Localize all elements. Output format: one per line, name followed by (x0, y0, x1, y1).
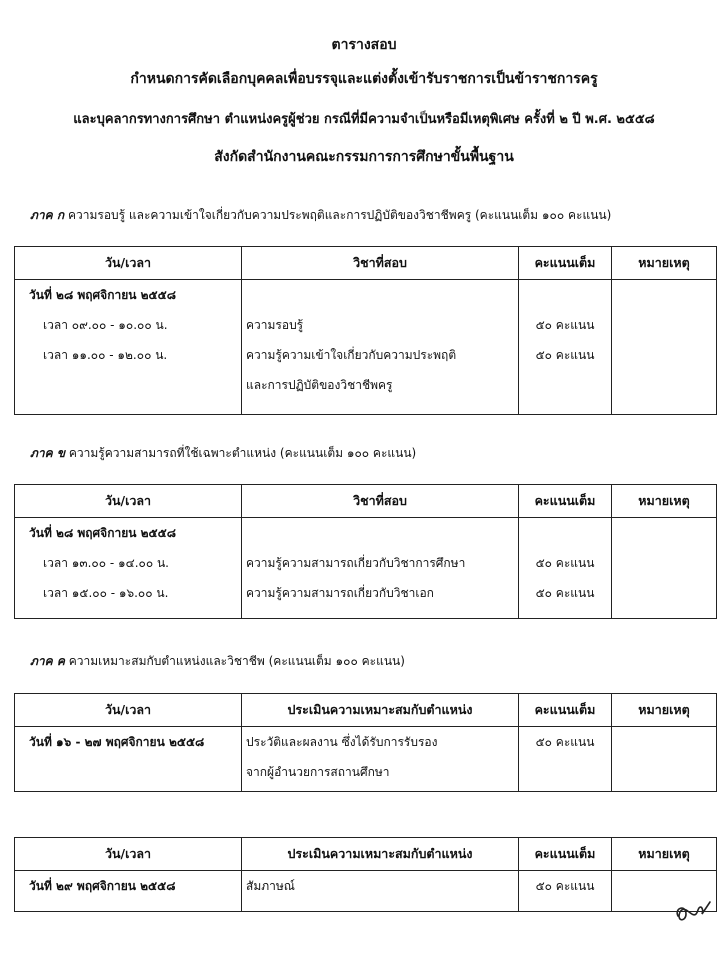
score-cell (519, 518, 612, 619)
remark-cell (612, 727, 717, 792)
remark-cell (612, 518, 717, 619)
subject-2-line-2: และการปฏิบัติของวิชาชีพครู (246, 378, 393, 392)
table-row (15, 871, 717, 912)
section-c-table-1 (14, 693, 717, 792)
col-remark: หมายเหตุ (612, 694, 717, 727)
score-cell (519, 280, 612, 415)
score-cell (519, 727, 612, 792)
evaluation-line-2: จากผู้อำนวยการสถานศึกษา (246, 765, 390, 779)
section-c-table-2 (14, 837, 717, 912)
table-row (15, 518, 717, 619)
section-b-table (14, 484, 717, 619)
remark-cell (612, 280, 717, 415)
exam-time-1: เวลา ๐๙.๐๐ - ๑๐.๐๐ น. (43, 318, 168, 332)
col-datetime: วัน/เวลา (15, 838, 242, 871)
subject-1: ความรอบรู้ (246, 318, 304, 332)
col-datetime: วัน/เวลา (15, 485, 242, 518)
subject-2-line-1: ความรู้ความเข้าใจเกี่ยวกับความประพฤติ (246, 348, 457, 362)
evaluation: สัมภาษณ์ (246, 879, 295, 893)
col-remark: หมายเหตุ (612, 838, 717, 871)
col-score: คะแนนเต็ม (519, 694, 612, 727)
col-score: คะแนนเต็ม (519, 838, 612, 871)
signature-mark (672, 898, 716, 928)
section-c-heading (30, 652, 405, 671)
section-b-label: ภาค ข (30, 446, 66, 460)
col-remark: หมายเหตุ (612, 247, 717, 280)
section-a-desc: ความรอบรู้ และความเข้าใจเกี่ยวกับความประพฤติและการปฏิบัติของวิชาชีพครู (คะแนนเต็ม ๑๐๐ คะแนน) (67, 208, 612, 222)
datetime-cell (15, 871, 242, 912)
exam-date: วันที่ ๒๙ พฤศจิกายน ๒๕๕๘ (29, 879, 176, 893)
exam-date: วันที่ ๒๘ พฤศจิกายน ๒๕๕๘ (29, 288, 176, 302)
section-a-table (14, 246, 717, 415)
score: ๕๐ คะแนน (535, 735, 595, 749)
score-cell (519, 871, 612, 912)
col-evaluation: ประเมินความเหมาะสมกับตำแหน่ง (242, 694, 519, 727)
datetime-cell (15, 518, 242, 619)
exam-time-1: เวลา ๑๓.๐๐ - ๑๔.๐๐ น. (43, 556, 169, 570)
subject-cell (242, 518, 519, 619)
subject-1: ความรู้ความสามารถเกี่ยวกับวิชาการศึกษา (246, 556, 466, 570)
score: ๕๐ คะแนน (535, 879, 595, 893)
doc-subtitle-3: สังกัดสำนักงานคณะกรรมการการศึกษาขั้นพื้นฐาน (214, 149, 514, 165)
section-a-label: ภาค ก (30, 208, 65, 222)
subject-2: ความรู้ความสามารถเกี่ยวกับวิชาเอก (246, 586, 434, 600)
col-remark: หมายเหตุ (612, 485, 717, 518)
score-2: ๕๐ คะแนน (535, 586, 595, 600)
exam-date: วันที่ ๑๖ - ๒๗ พฤศจิกายน ๒๕๕๘ (29, 735, 205, 749)
doc-subtitle-2: และบุคลากรทางการศึกษา ตำแหน่งครูผู้ช่วย กรณีที่มีความจำเป็นหรือมีเหตุพิเศษ ครั้งที่ ๒ ปี พ.ศ. ๒๕๕๘ (73, 112, 655, 127)
col-datetime: วัน/เวลา (15, 694, 242, 727)
score-1: ๕๐ คะแนน (535, 318, 595, 332)
score-1: ๕๐ คะแนน (535, 556, 595, 570)
evaluation-line-1: ประวัติและผลงาน ซึ่งได้รับการรับรอง (246, 735, 438, 749)
evaluation-cell (242, 871, 519, 912)
table-row (15, 727, 717, 792)
evaluation-cell (242, 727, 519, 792)
score-2: ๕๐ คะแนน (535, 348, 595, 362)
datetime-cell (15, 280, 242, 415)
col-subject: วิชาที่สอบ (242, 485, 519, 518)
datetime-cell (15, 727, 242, 792)
col-evaluation: ประเมินความเหมาะสมกับตำแหน่ง (242, 838, 519, 871)
col-datetime: วัน/เวลา (15, 247, 242, 280)
table-row (15, 280, 717, 415)
section-b-heading (30, 444, 416, 463)
col-score: คะแนนเต็ม (519, 247, 612, 280)
section-a-heading (30, 206, 611, 225)
exam-time-2: เวลา ๑๕.๐๐ - ๑๖.๐๐ น. (43, 586, 169, 600)
col-score: คะแนนเต็ม (519, 485, 612, 518)
exam-date: วันที่ ๒๘ พฤศจิกายน ๒๕๕๘ (29, 526, 176, 540)
subject-cell (242, 280, 519, 415)
exam-time-2: เวลา ๑๑.๐๐ - ๑๒.๐๐ น. (43, 348, 168, 362)
section-c-label: ภาค ค (30, 654, 65, 668)
doc-title: ตารางสอบ (331, 37, 397, 53)
section-b-desc: ความรู้ความสามารถที่ใช้เฉพาะตำแหน่ง (คะแนนเต็ม ๑๐๐ คะแนน) (68, 446, 417, 460)
section-c-desc: ความเหมาะสมกับตำแหน่งและวิชาชีพ (คะแนนเต็ม ๑๐๐ คะแนน) (68, 654, 405, 668)
doc-subtitle-1: กำหนดการคัดเลือกบุคคลเพื่อบรรจุและแต่งตั้งเข้ารับราชการเป็นข้าราชการครู (130, 71, 598, 87)
col-subject: วิชาที่สอบ (242, 247, 519, 280)
